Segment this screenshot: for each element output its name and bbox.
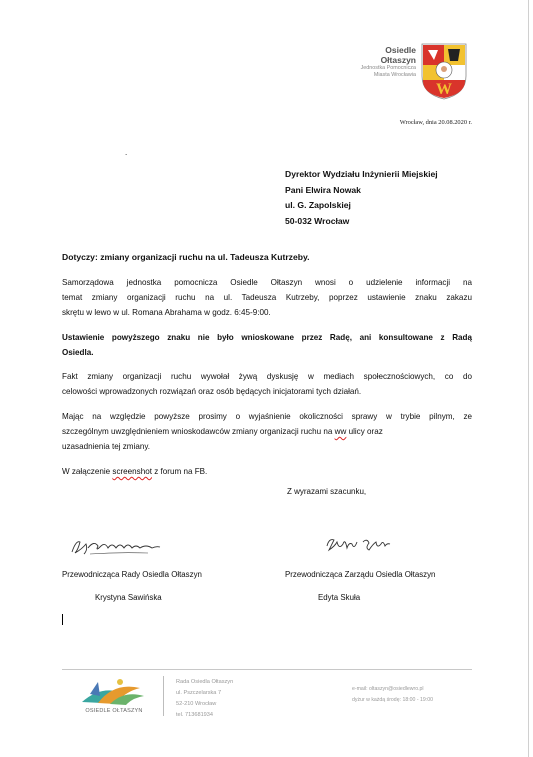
signer-left-role: Przewodnicząca Rady Osiedla Ołtaszyn [62,570,202,579]
footer-email: e-mail: oltaszyn@osiedlewro.pl [352,686,424,692]
p5-c: z forum na FB. [151,467,208,476]
footer-addr-line1: Rada Osiedla Ołtaszyn [176,679,234,685]
footer-separator [163,676,164,716]
footer-divider [62,669,472,670]
paragraph-attachment [62,464,472,479]
p4-line1: Mając na względzie powyższe prosimy o wyjaśnienie okoliczności sprawy w trybie pilnym, ze [62,412,472,421]
footer-addr-line2: ul. Pszczelarska 7 [176,690,222,696]
addressee-line3: ul. G. Zapolskiej [285,200,351,210]
svg-text:W: W [436,81,452,98]
signature-right-image [323,534,393,556]
osiedle-logo-icon [80,676,146,706]
p3-line2: celowości wprowadzonych rozwiązań oraz osób będących inicjatorami tych działań. [62,387,362,396]
p1-line2: temat zmiany organizacji ruchu na ul. Tadeusza Kutrzeby, poprzez ustawienie znaku zakazu [62,293,472,302]
footer-addr-line4: tel. 713681934 [176,712,214,718]
paragraph-not-consulted [62,330,472,360]
subject-line: Dotyczy: zmiany organizacji ruchu na ul. Tadeusza Kutrzeby. [62,252,310,262]
p2-line2: Osiedla. [62,348,94,357]
p1-line1: Samorządowa jednostka pomocnicza Osiedle Ołtaszyn wnosi o udzielenie informacji na [62,278,472,287]
text-cursor[interactable] [62,614,63,625]
addressee-line4: 50-032 Wrocław [285,215,350,226]
spellcheck-word-screenshot: screenshot [112,467,152,476]
footer-logo-text: OSIEDLE OŁTASZYN [85,708,143,714]
p2-line1: Ustawienie powyższego znaku nie było wnioskowane przez Radę, ani konsultowane z Radą [62,333,472,342]
letter-date: Wrocław, dnia 20.08.2020 r. [399,119,472,126]
signature-left-image [68,536,164,558]
p5-a: W załączenie [62,467,113,476]
org-name-line1: Osiedle [385,45,416,55]
p4-line2 [62,424,472,439]
p3-line1: Fakt zmiany organizacji ruchu wywołał żywą dyskusję w mediach społecznościowych, co do [62,372,472,381]
coat-of-arms-icon [420,42,468,100]
org-sub-line1: Jednostka Pomocnicza [360,65,416,71]
signer-left-name: Krystyna Sawińska [95,593,162,602]
p5-line [62,464,472,479]
stray-dot: . [125,148,128,157]
p4-line2-c: ulicy oraz [346,427,383,436]
org-name-line2: Ołtaszyn [380,55,416,65]
addressee-line1: Dyrektor Wydziału Inżynierii Miejskiej [285,169,438,179]
footer-addr-line3: 52-210 Wrocław [176,701,217,707]
page-edge [528,0,529,757]
spellcheck-word-ww: ww [334,427,347,436]
addressee-block [285,167,438,229]
p4-line2-a: szczególnym uwzględnieniem wnioskodawców zmiany organizacji ruchu na [62,427,335,436]
footer-contact [352,684,433,706]
paragraph-request [62,275,472,320]
p1-line3: skrętu w lewo w ul. Romana Abrahama w godz. 6:45-9:00. [62,308,271,317]
paragraph-explanation [62,409,472,454]
footer-hours: dyżur w każdą środę: 18:00 - 19:00 [352,697,434,703]
p4-line3: uzasadnienia tej zmiany. [62,442,151,451]
footer-address [176,677,233,721]
addressee-line2: Pani Elwira Nowak [285,184,361,195]
signer-right-role: Przewodnicząca Zarządu Osiedla Ołtaszyn [285,570,436,579]
paragraph-discussion [62,369,472,399]
closing-salutation: Z wyrazami szacunku, [287,487,367,496]
letterhead-text [338,45,416,79]
signer-right-name: Edyta Skuła [318,593,361,602]
org-sub-line2: Miasta Wrocławia [373,72,416,78]
